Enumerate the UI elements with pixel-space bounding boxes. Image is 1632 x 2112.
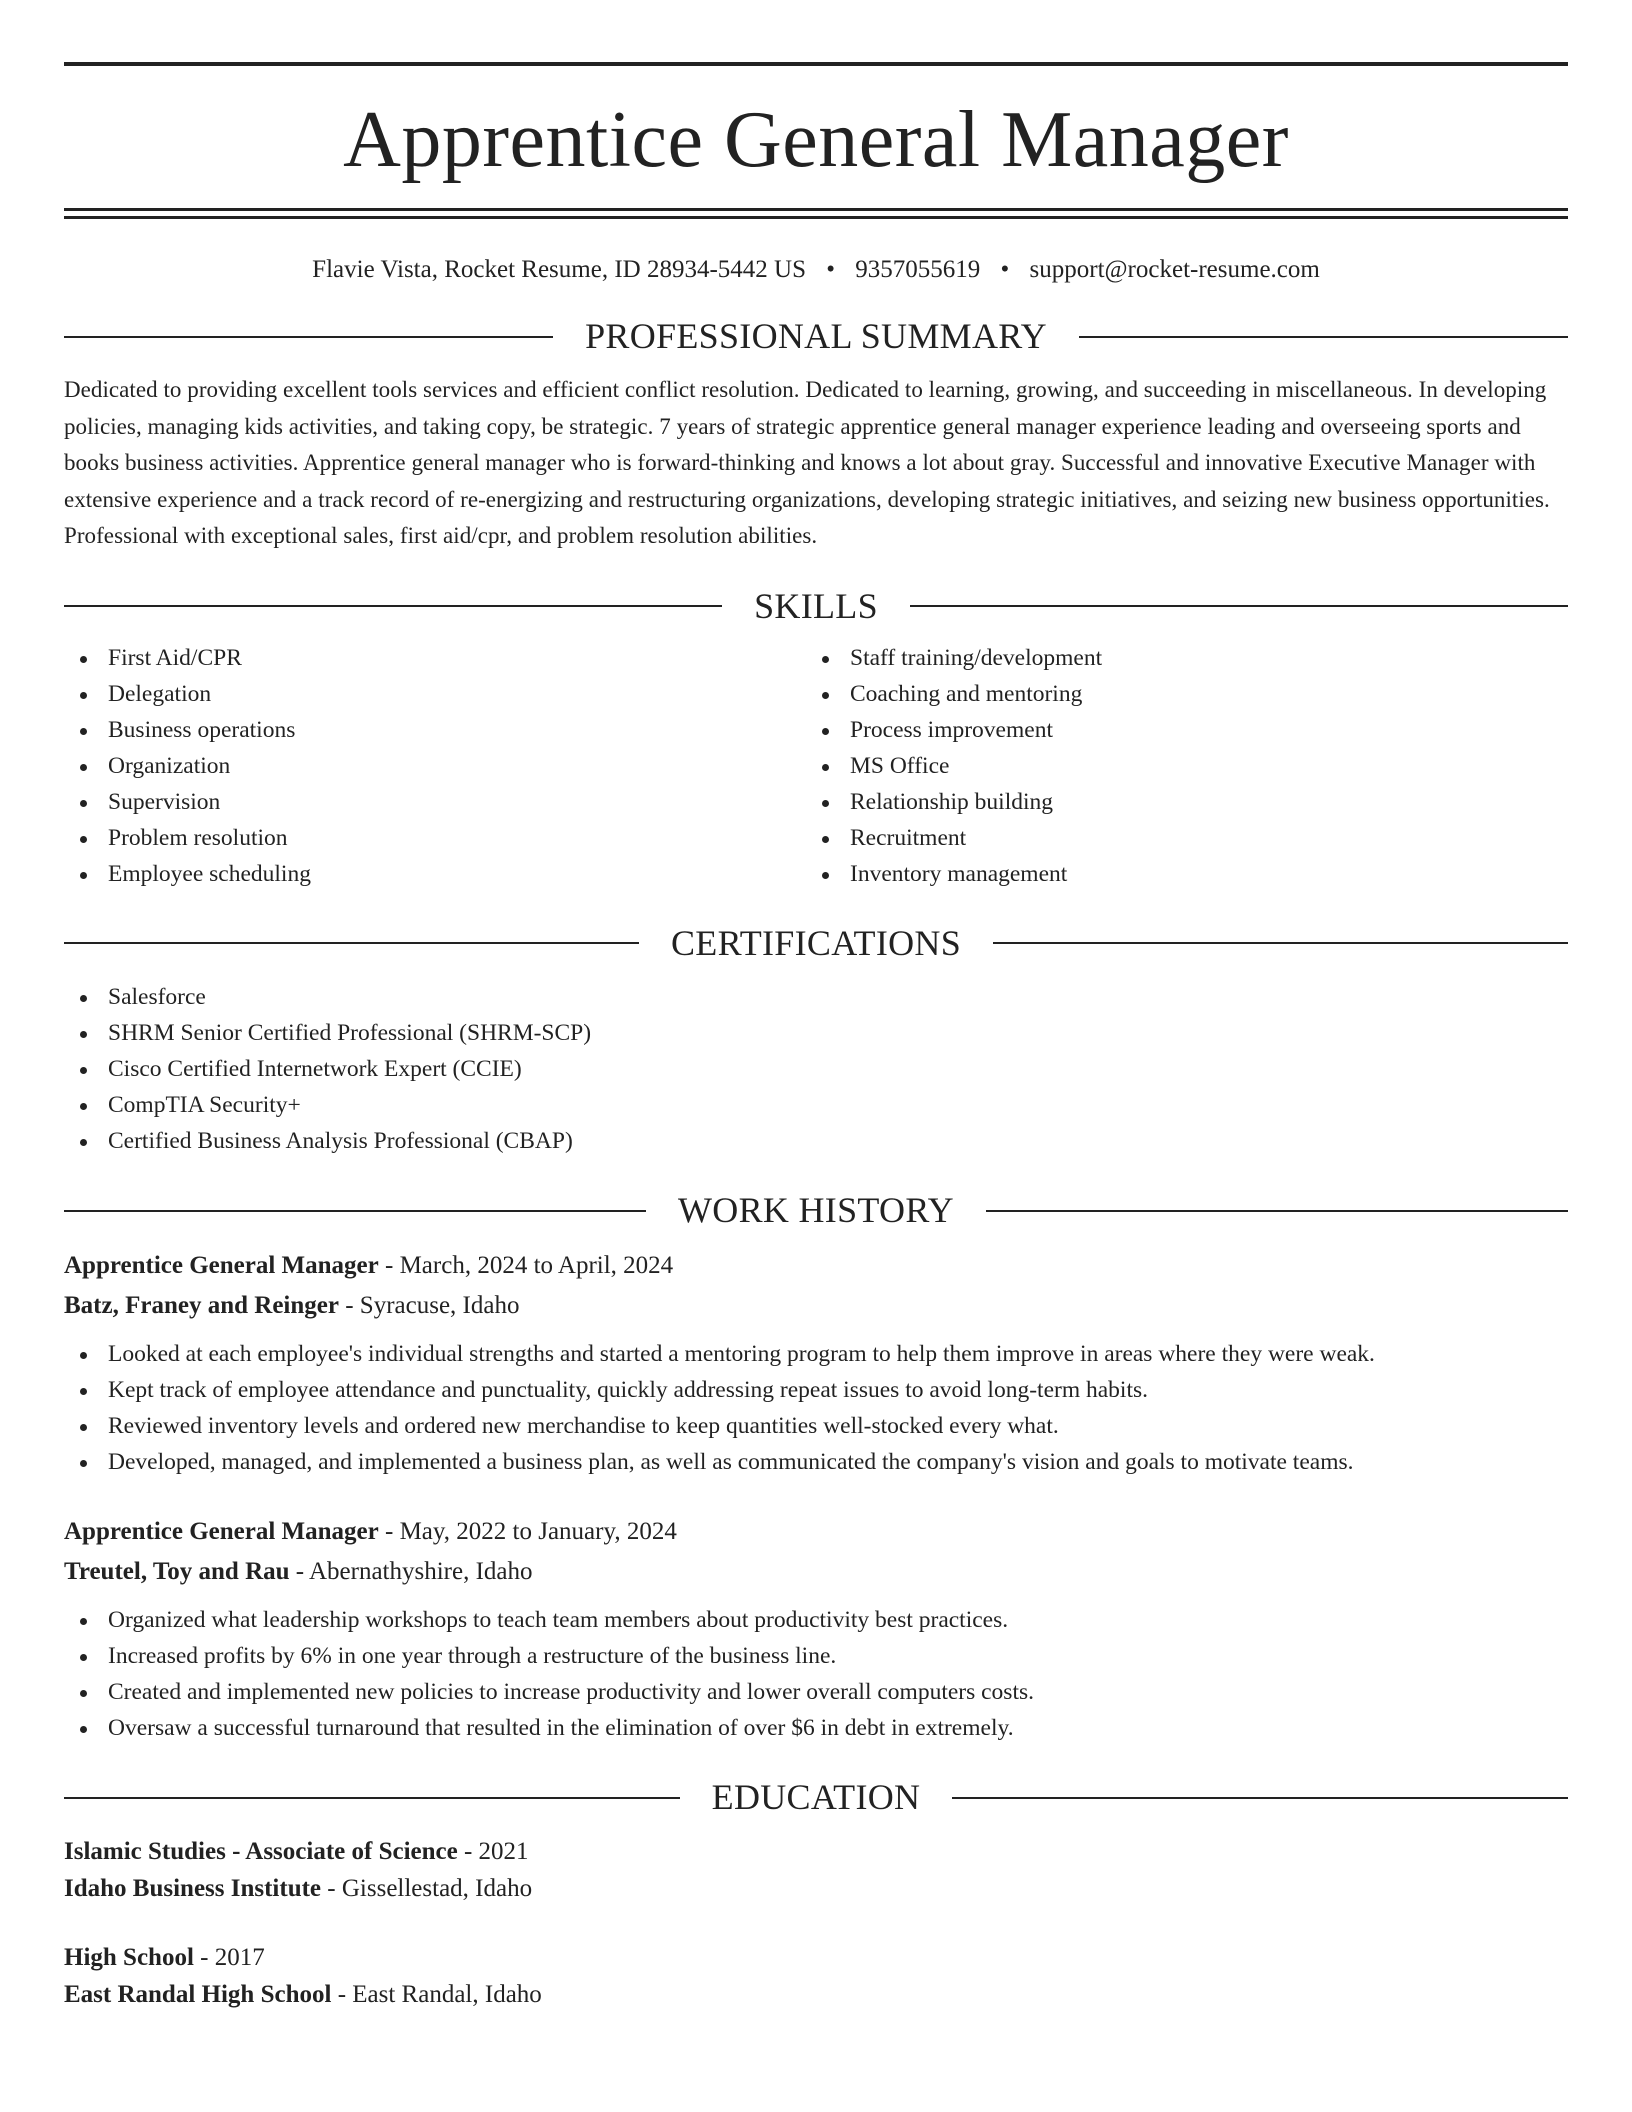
job-company-line	[64, 1552, 1568, 1592]
skill-item: Business operations	[64, 712, 806, 748]
education-school-line	[64, 1976, 1568, 2013]
job-bullet: Oversaw a successful turnaround that resulted in the elimination of over $6 in debt in extremely.	[64, 1710, 1568, 1746]
top-rule	[64, 62, 1568, 66]
education-degree-line	[64, 1939, 1568, 1976]
education-degree-line	[64, 1833, 1568, 1870]
job-entry	[64, 1246, 1568, 1480]
contact-phone[interactable]: 9357055619	[855, 256, 981, 283]
section-rule	[64, 1797, 680, 1799]
section-rule	[64, 942, 639, 944]
contact-email[interactable]: support@rocket-resume.com	[1029, 256, 1320, 283]
certification-item: SHRM Senior Certified Professional (SHRM-SCP)	[64, 1015, 1568, 1051]
section-rule	[64, 605, 722, 607]
section-title-work: WORK HISTORY	[678, 1190, 954, 1231]
certification-item: Cisco Certified Internetwork Expert (CCIE)	[64, 1051, 1568, 1087]
job-bullet: Developed, managed, and implemented a business plan, as well as communicated the company's vision and goals to motivate teams.	[64, 1444, 1568, 1480]
job-location: - Abernathyshire, Idaho	[289, 1558, 533, 1586]
section-title-summary: PROFESSIONAL SUMMARY	[585, 316, 1047, 356]
contact-address: Flavie Vista, Rocket Resume, ID 28934-5442 US	[312, 256, 806, 283]
education-degree: Islamic Studies - Associate of Science	[64, 1838, 458, 1866]
contact-separator: •	[826, 256, 836, 283]
contact-line	[64, 255, 1568, 285]
education-school-line	[64, 1870, 1568, 1907]
resume-name: Apprentice General Manager	[343, 96, 1289, 184]
education-entry	[64, 1833, 1568, 1907]
job-title-line	[64, 1512, 1568, 1552]
job-dates: - March, 2024 to April, 2024	[378, 1252, 674, 1280]
job-bullets	[64, 1602, 1568, 1746]
education-year: - 2017	[193, 1944, 265, 1972]
skill-item: Recruitment	[806, 820, 1548, 856]
job-company-line	[64, 1286, 1568, 1326]
job-company: Batz, Franey and Reinger	[64, 1292, 339, 1320]
job-company: Treutel, Toy and Rau	[64, 1558, 290, 1586]
section-rule	[910, 605, 1568, 607]
skill-item: Inventory management	[806, 856, 1548, 892]
section-title-certifications: CERTIFICATIONS	[670, 922, 962, 963]
job-entry	[64, 1512, 1568, 1746]
skill-item: Process improvement	[806, 712, 1548, 748]
skill-item: First Aid/CPR	[64, 640, 806, 676]
education-school: East Randal High School	[64, 1981, 332, 2009]
section-header-education	[64, 1776, 1568, 1819]
summary-text: Dedicated to providing excellent tools services and efficient conflict resolution. Dedicated to learning, growing, and succeeding in miscellaneous. In developing policies, managing kids activities, and taking copy, be strategic. 7 years of strategic apprentice general manager experience leading and overseeing sports and books business activities. Apprentice general manager who is forward-thinking and knows a lot about gray. Successful and innovative Executive Manager with extensive experience and a track record of re-energizing and restructuring organizations, developing strategic initiatives, and seizing new business opportunities. Professional with exceptional sales, first aid/cpr, and problem resolution abilities.	[64, 377, 1550, 549]
work-history-list	[64, 1246, 1568, 1746]
section-rule	[993, 942, 1568, 944]
skills-list	[64, 640, 1568, 892]
education-list	[64, 1833, 1568, 2013]
education-location: - East Randal, Idaho	[331, 1981, 542, 2009]
skill-item: Delegation	[64, 676, 806, 712]
skills-column-left	[64, 640, 806, 892]
job-location: - Syracuse, Idaho	[338, 1292, 520, 1320]
section-rule	[64, 336, 553, 338]
section-rule	[986, 1210, 1568, 1212]
section-header-work	[64, 1189, 1568, 1232]
job-bullet: Created and implemented new policies to increase productivity and lower overall computers costs.	[64, 1674, 1568, 1710]
section-rule	[64, 1210, 646, 1212]
skill-item: Coaching and mentoring	[806, 676, 1548, 712]
skills-column-right	[806, 640, 1548, 892]
skill-item: Employee scheduling	[64, 856, 806, 892]
education-entry	[64, 1939, 1568, 2013]
skill-item: Problem resolution	[64, 820, 806, 856]
education-location: - Gissellestad, Idaho	[321, 1875, 533, 1903]
certification-item: CompTIA Security+	[64, 1087, 1568, 1123]
job-bullet: Kept track of employee attendance and punctuality, quickly addressing repeat issues to avoid long-term habits.	[64, 1372, 1568, 1408]
job-bullet: Reviewed inventory levels and ordered new merchandise to keep quantities well-stocked every what.	[64, 1408, 1568, 1444]
section-header-certifications	[64, 922, 1568, 965]
certifications-list	[64, 979, 1568, 1159]
job-title-line	[64, 1246, 1568, 1286]
skill-item: Relationship building	[806, 784, 1548, 820]
job-title: Apprentice General Manager	[64, 1252, 379, 1280]
skill-item: MS Office	[806, 748, 1548, 784]
section-header-skills	[64, 585, 1568, 628]
education-year: - 2021	[457, 1838, 529, 1866]
job-dates: - May, 2022 to January, 2024	[378, 1518, 677, 1546]
job-bullet: Looked at each employee's individual strengths and started a mentoring program to help them improve in areas where they were weak.	[64, 1336, 1568, 1372]
contact-separator: •	[1000, 256, 1010, 283]
certification-item: Certified Business Analysis Professional (CBAP)	[64, 1123, 1568, 1159]
double-rule	[64, 208, 1568, 219]
job-title: Apprentice General Manager	[64, 1518, 379, 1546]
job-bullets	[64, 1336, 1568, 1480]
section-title-education: EDUCATION	[711, 1777, 921, 1818]
job-bullet: Organized what leadership workshops to teach team members about productivity best practices.	[64, 1602, 1568, 1638]
section-rule	[952, 1797, 1568, 1799]
section-title-skills: SKILLS	[754, 585, 878, 626]
certification-item: Salesforce	[64, 979, 1568, 1015]
section-header-summary	[64, 315, 1568, 358]
skill-item: Organization	[64, 748, 806, 784]
job-bullet: Increased profits by 6% in one year through a restructure of the business line.	[64, 1638, 1568, 1674]
skill-item: Staff training/development	[806, 640, 1548, 676]
education-degree: High School	[64, 1944, 194, 1972]
skill-item: Supervision	[64, 784, 806, 820]
section-rule	[1079, 336, 1568, 338]
education-school: Idaho Business Institute	[64, 1875, 322, 1903]
